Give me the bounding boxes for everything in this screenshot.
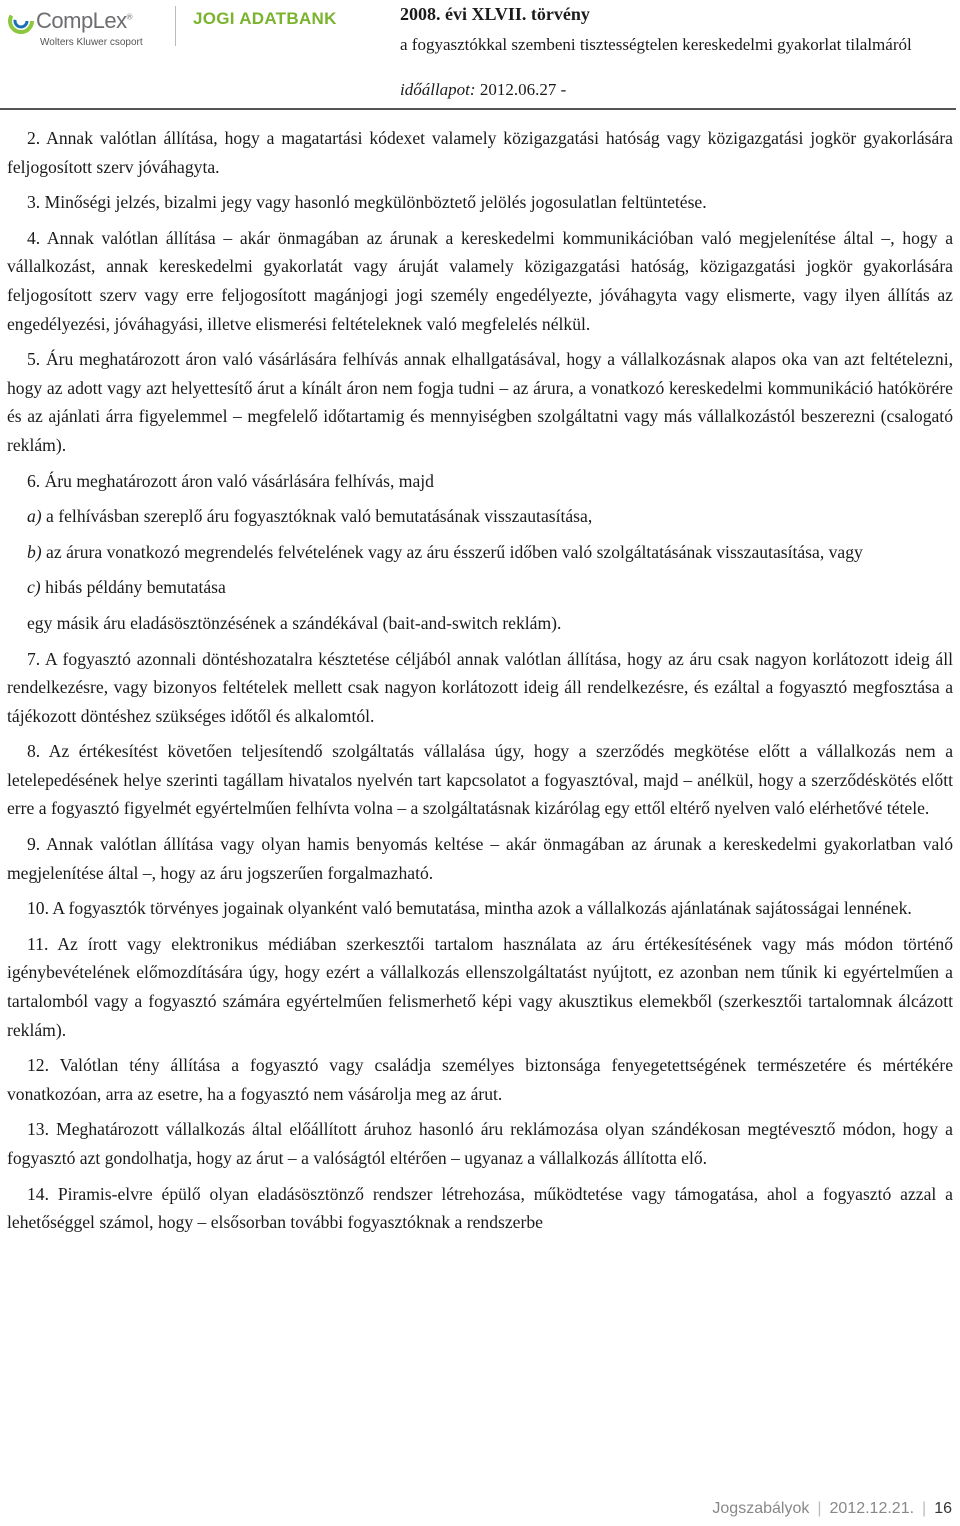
list-item: a) a felhívásban szereplő áru fogyasztóknak való bemutatásának visszautasítása, (27, 506, 593, 527)
list-item: b) az árura vonatkozó megrendelés felvételének vagy az áru ésszerű időben való szolgáltatásának visszautasítása, vagy (27, 541, 863, 562)
paragraph: 10. A fogyasztók törvényes jogainak olyanként való bemutatása, mintha azok a vállalkozás ajánlatának sajátosságai lennének. (27, 898, 912, 919)
list-item-label: a) (27, 506, 42, 527)
law-subtitle: a fogyasztókkal szembeni tisztességtelen kereskedelmi gyakorlat tilalmáról (400, 35, 912, 54)
paragraph: egy másik áru eladásösztönzésének a szándékával (bait-and-switch reklám). (27, 612, 562, 633)
page-number: 16 (934, 1500, 952, 1517)
header-rule (0, 108, 956, 110)
paragraph: 6. Áru meghatározott áron való vásárlására felhívás, majd (27, 470, 434, 491)
page-footer: Jogszabályok | 2012.12.21. | 16 (712, 1500, 952, 1517)
paragraph: 4. Annak valótlan állítása – akár önmagában az árunak a kereskedelmi kommunikációban való megjelenítése által –, hogy a vállalkozást, annak kereskedelmi gyakorlatát vagy áruját valamely közigazgatási hatóság, közigazgatási jogkör gyakorlására feljogosított szerv vagy erre feljogosított magánjogi jogi személy engedélyezte, jóváhagyta vagy elismerte, vagy ilyen állítás az engedélyezési, jóváhagyási, illetve elismerési feltételeknek való megfelelés nélkül. (7, 227, 953, 334)
jogi-adatbank-logo: JOGI ADATBANK (193, 9, 337, 28)
list-item-label: c) (27, 577, 41, 598)
complex-name: CompLex® (36, 8, 133, 33)
paragraph: 13. Meghatározott vállalkozás által előállított áruhoz hasonló áru reklámozása olyan szándékosan megtévesztő módon, hogy a fogyasztó azt gondolhatja, hogy az árut – a valóságtól eltérően – ugyanaz a vállalkozás állította elő. (7, 1119, 953, 1168)
law-title: 2008. évi XLVII. törvény (400, 4, 590, 24)
paragraph: 12. Valótlan tény állítása a fogyasztó vagy családja személyes biztonsága fenyegetettségének természetére és mértékére vonatkozóan, arra az esetre, ha a fogyasztó nem vásárolja meg az árut. (7, 1055, 953, 1104)
page-header (0, 0, 960, 112)
paragraph: 2. Annak valótlan állítása, hogy a magatartási kódexet valamely közigazgatási hatóság vagy közigazgatási jogkör gyakorlására feljogosított szerv jóváhagyta. (7, 128, 953, 177)
complex-swirl-icon (8, 8, 34, 34)
footer-date: 2012.12.21. (829, 1500, 915, 1517)
logo-divider (175, 6, 176, 46)
paragraph: 14. Piramis-elvre épülő olyan eladásösztönző rendszer létrehozása, működtetése vagy támogatása, ahol a fogyasztó azzal a lehetőséggel számol, hogy – elsősorban további fogyasztóknak a rendszerbe (7, 1183, 953, 1233)
paragraph: 8. Az értékesítést követően teljesítendő szolgáltatás vállalása úgy, hogy a szerződés megkötése előtt a vállalkozás nem a letelepedésének helye szerinti tagállam hivatalos nyelvén tart kapcsolatot a fogyasztóval, majd – anélkül, hogy a szerződéskötés előtt erre a fogyasztó figyelmét egyértelműen felhívta volna – a szolgáltatásnak kizárólag egy ettől eltérő nyelven való elérhetővé tétele. (7, 741, 953, 819)
paragraph: 9. Annak valótlan állítása vagy olyan hamis benyomás keltése – akár önmagában az árunak a kereskedelmi gyakorlatban való megjelenítése által –, hogy az áru jogszerűen forgalmazható. (7, 834, 953, 883)
list-item-label: b) (27, 541, 42, 562)
complex-logo (8, 6, 168, 52)
document-body (7, 124, 953, 1244)
status-date: időállapot: 2012.06.27 - (400, 80, 567, 99)
list-item: c) hibás példány bemutatása (27, 577, 226, 598)
paragraph: 3. Minőségi jelzés, bizalmi jegy vagy hasonló megkülönböztető jelölés jogosulatlan feltüntetése. (27, 192, 707, 213)
paragraph: 11. Az írott vagy elektronikus médiában szerkesztői tartalom használata az áru értékesítésének vagy más módon történő igénybevételének előmozdítására úgy, hogy ezért a vállalkozás ellenszolgáltatást nyújtott, ez azonban nem tűnik ki egyértelműen a tartalomból vagy a fogyasztó számára egyértelműen felismerhető képi vagy akusztikus elemekből (szerkesztői tartalomnak álcázott reklám). (7, 933, 953, 1040)
complex-subtitle: Wolters Kluwer csoport (40, 37, 143, 48)
footer-source: Jogszabályok (712, 1500, 810, 1517)
paragraph: 5. Áru meghatározott áron való vásárlására felhívás annak elhallgatásával, hogy a vállalkozásnak alapos oka van azt feltételezni, hogy az adott vagy azt helyettesítő árut a kínált áron nem fogja tudni – az árura, a vonatkozó kereskedelmi kommunikáció hatókörére és az ajánlati árra figyelemmel – megfelelő időtartamig és mennyiségben szolgáltatni vagy más vállalkozástól beszerezni (csalogató reklám). (7, 349, 953, 455)
paragraph: 7. A fogyasztó azonnali döntéshozatalra késztetése céljából annak valótlan állítása, hogy az áru csak nagyon korlátozott ideig áll rendelkezésre, vagy bizonyos feltételek mellett csak nagyon korlátozott ideig áll rendelkezésre, és ezáltal a fogyasztó megfosztása a tájékozott döntéshez szükséges időtől és alkalomtól. (7, 648, 953, 726)
